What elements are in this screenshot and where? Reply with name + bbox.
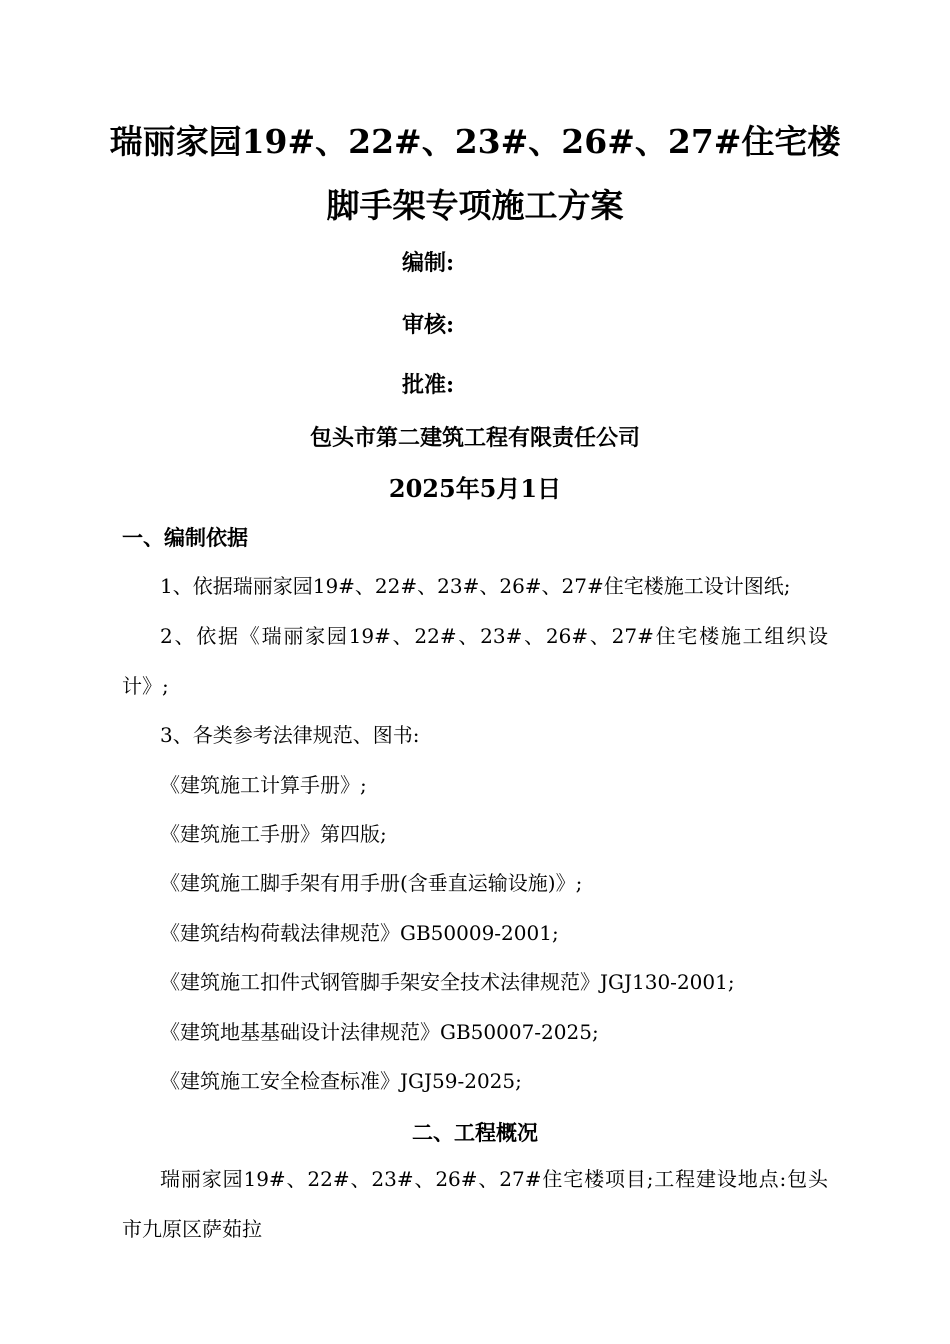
reference-item: 《建筑地基基础设计法律规范》GB50007-2025; xyxy=(160,1020,599,1044)
basis-item-1: 1、依据瑞丽家园19#、22#、23#、26#、27#住宅楼施工设计图纸; xyxy=(160,574,791,598)
document-date: 2025年5月1日 xyxy=(388,474,562,503)
section1-heading: 一、编制依据 xyxy=(122,525,248,550)
document-title-line1: 瑞丽家园19#、22#、23#、26#、27#住宅楼 xyxy=(109,122,841,161)
basis-item-3: 3、各类参考法律规范、图书: xyxy=(160,723,420,747)
basis-item-2-line2: 计》; xyxy=(122,674,169,698)
sign-approve: 批准: xyxy=(402,372,455,398)
document-title-line2: 脚手架专项施工方案 xyxy=(326,186,624,225)
sign-review: 审核: xyxy=(402,312,455,338)
reference-item: 《建筑施工计算手册》; xyxy=(160,773,367,797)
section2-heading: 二、工程概况 xyxy=(412,1120,538,1145)
basis-item-2-line1: 2、依据《瑞丽家园19#、22#、23#、26#、27#住宅楼施工组织设 xyxy=(160,624,828,648)
sign-compile: 编制: xyxy=(402,250,455,276)
reference-item: 《建筑施工脚手架有用手册(含垂直运输设施)》; xyxy=(160,871,583,895)
reference-item: 《建筑结构荷载法律规范》GB50009-2001; xyxy=(160,921,559,945)
overview-line1: 瑞丽家园19#、22#、23#、26#、27#住宅楼项目;工程建设地点:包头 xyxy=(160,1167,828,1191)
company-name: 包头市第二建筑工程有限责任公司 xyxy=(309,425,640,451)
reference-item: 《建筑施工扣件式钢管脚手架安全技术法律规范》JGJ130-2001; xyxy=(160,970,735,994)
overview-line2: 市九原区萨茹拉 xyxy=(122,1217,262,1241)
reference-item: 《建筑施工安全检查标准》JGJ59-2025; xyxy=(160,1069,522,1093)
reference-item: 《建筑施工手册》第四版; xyxy=(160,822,387,846)
